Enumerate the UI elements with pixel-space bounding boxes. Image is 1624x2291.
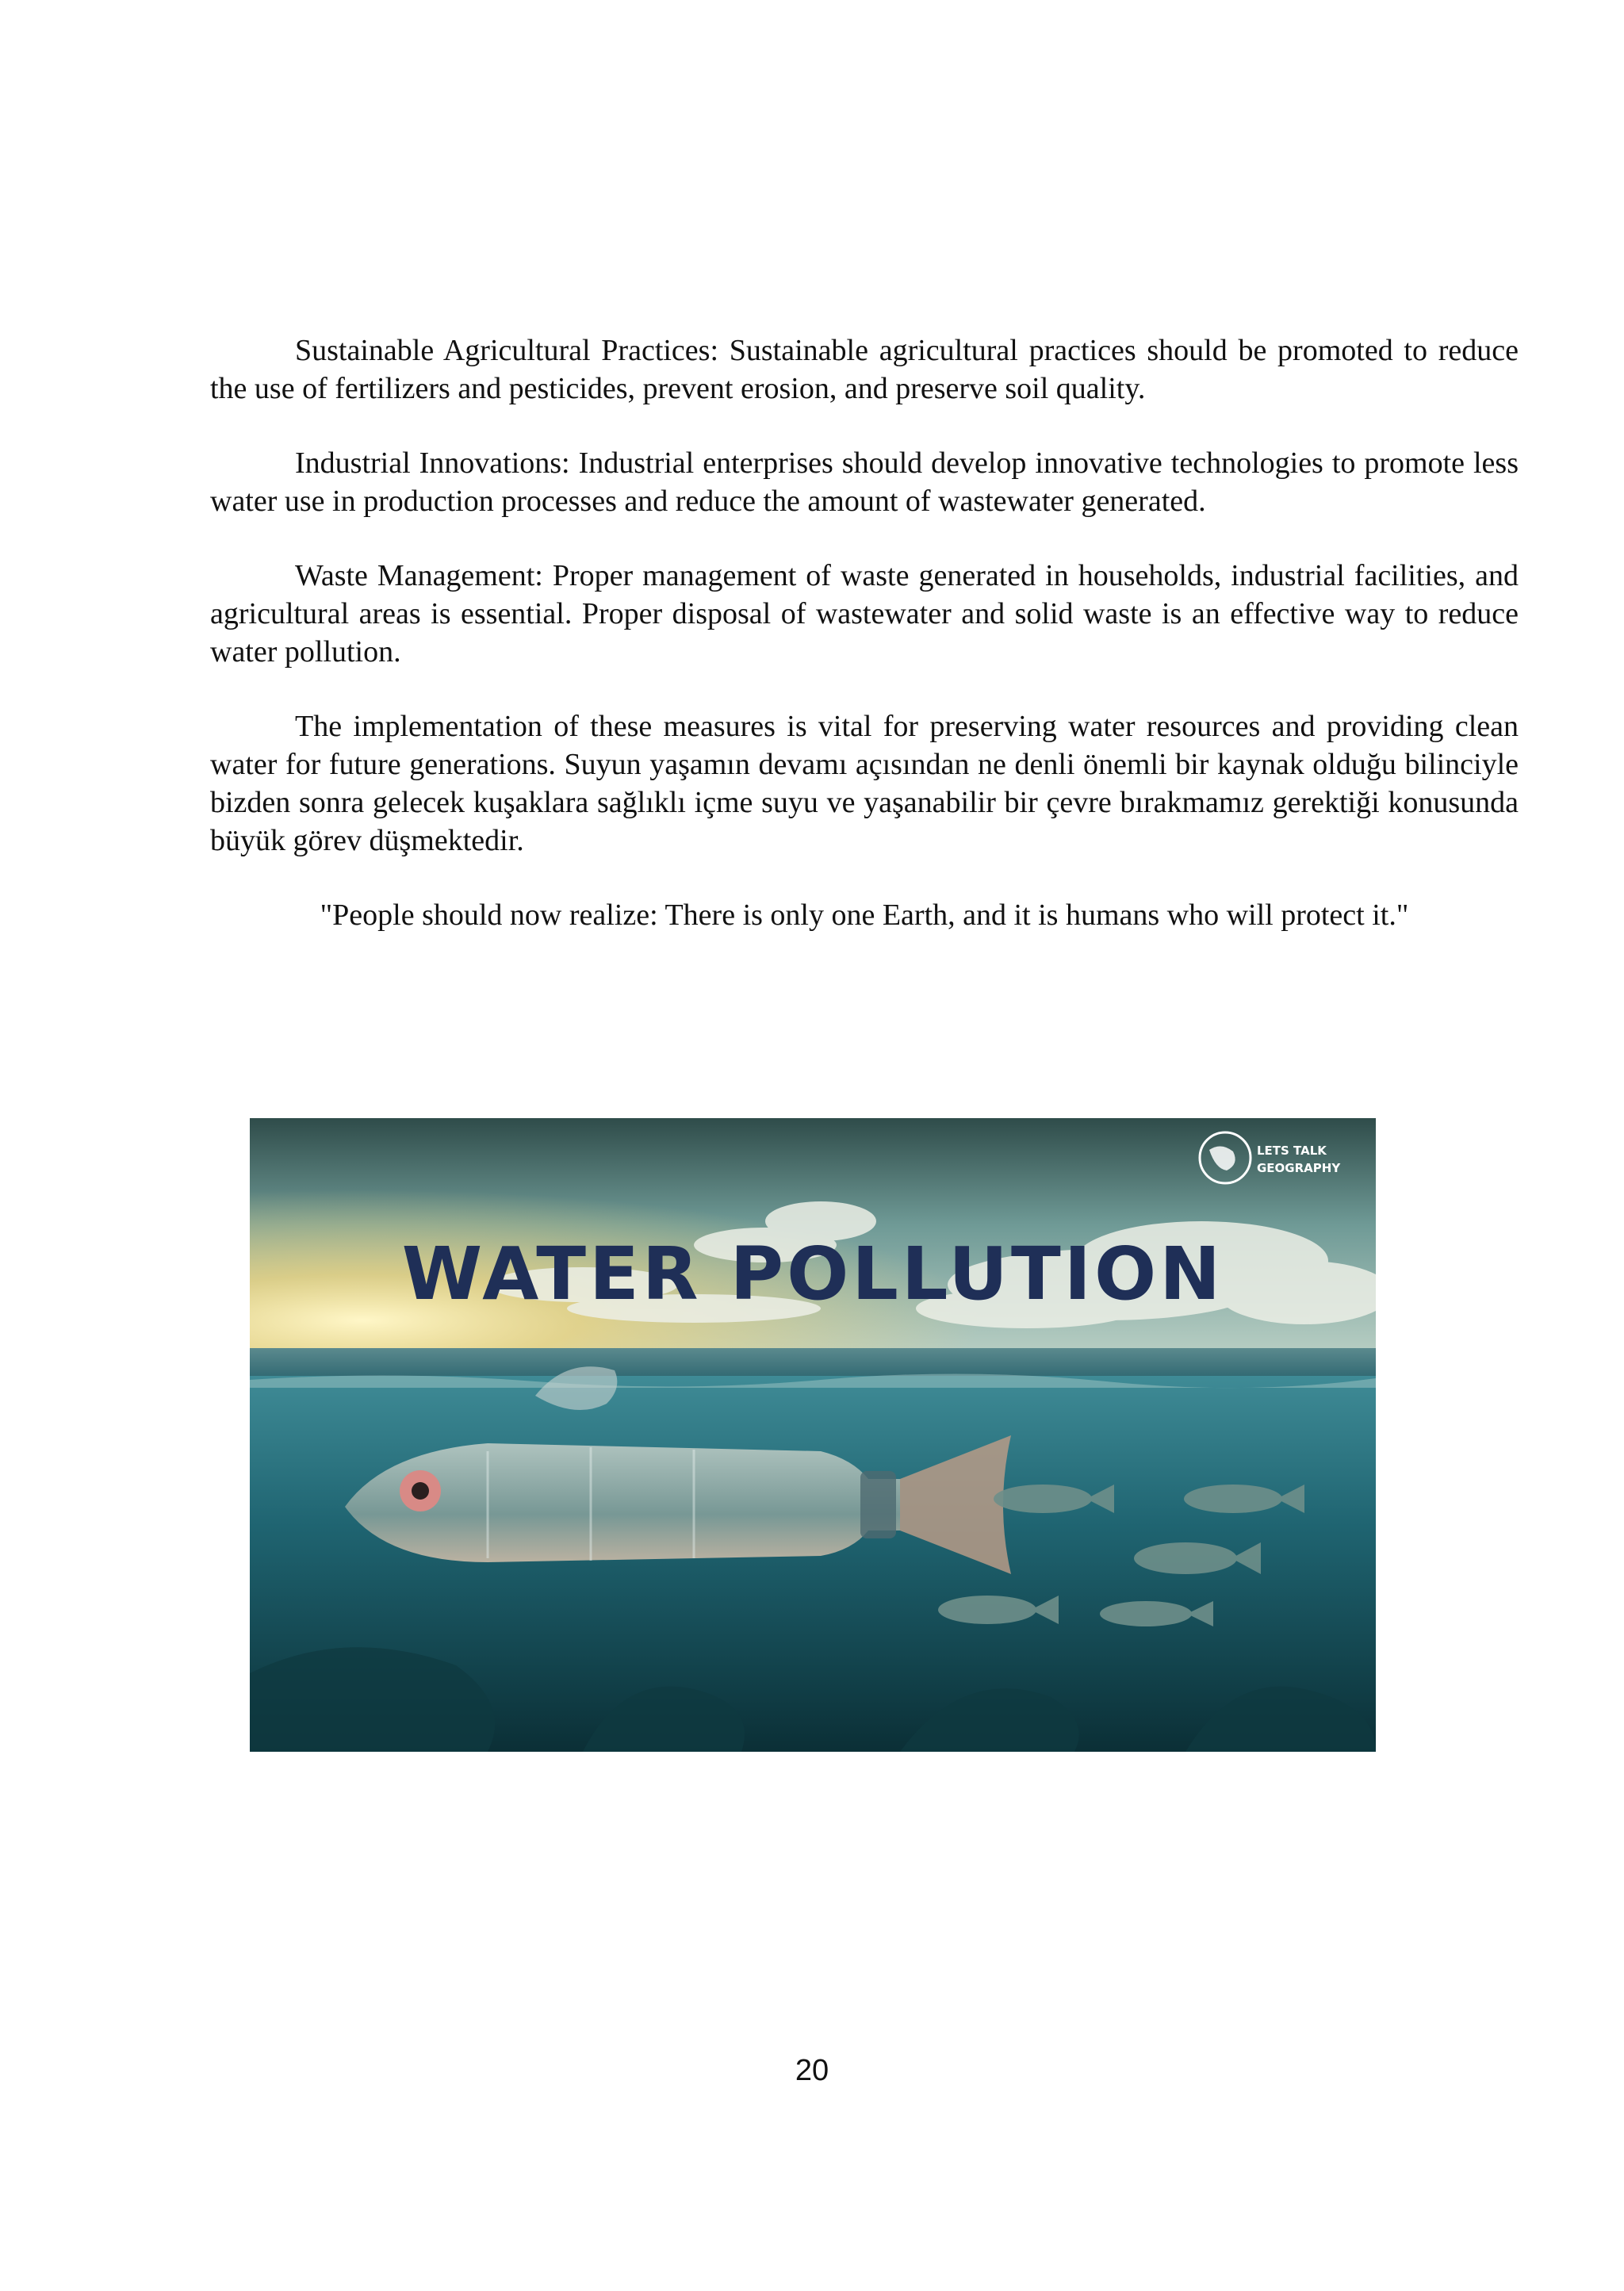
logo-line-1: LETS TALK [1257,1144,1327,1158]
water-pollution-image [250,1118,1376,1752]
page-number: 20 [795,2054,829,2087]
paragraph-sustainable-agriculture: Sustainable Agricultural Practices: Sustainable agricultural practices should be promoted to reduce the use of fertilizers and pesticides, prevent erosion, and preserve soil quality. [210,334,1519,405]
logo-line-2: GEOGRAPHY [1257,1161,1341,1175]
image-title: WATER POLLUTION [401,1232,1224,1316]
paragraph-waste-management: Waste Management: Proper management of waste generated in households, industrial facilities, and agricultural areas is essential. Proper disposal of wastewater and solid waste is an effective way to reduce water pollution. [210,559,1519,669]
paragraph-industrial-innovations: Industrial Innovations: Industrial enterprises should develop innovative technologies to promote less water use in production processes and reduce the amount of wastewater generated. [210,446,1519,518]
paragraph-implementation: The implementation of these measures is vital for preserving water resources and providing clean water for future generations. Suyun yaşamın devamı açısından ne denli önemli bir kaynak olduğu bilinciyle bizden sonra gelecek kuşaklara sağlıklı içme suyu ve yaşanabilir bir çevre bırakmamız gerektiği konusunda büyük görev düşmektedir. [210,710,1519,857]
body-text [210,331,1519,934]
closing-quote: "People should now realize: There is only one Earth, and it is humans who will protect it." [320,898,1409,932]
